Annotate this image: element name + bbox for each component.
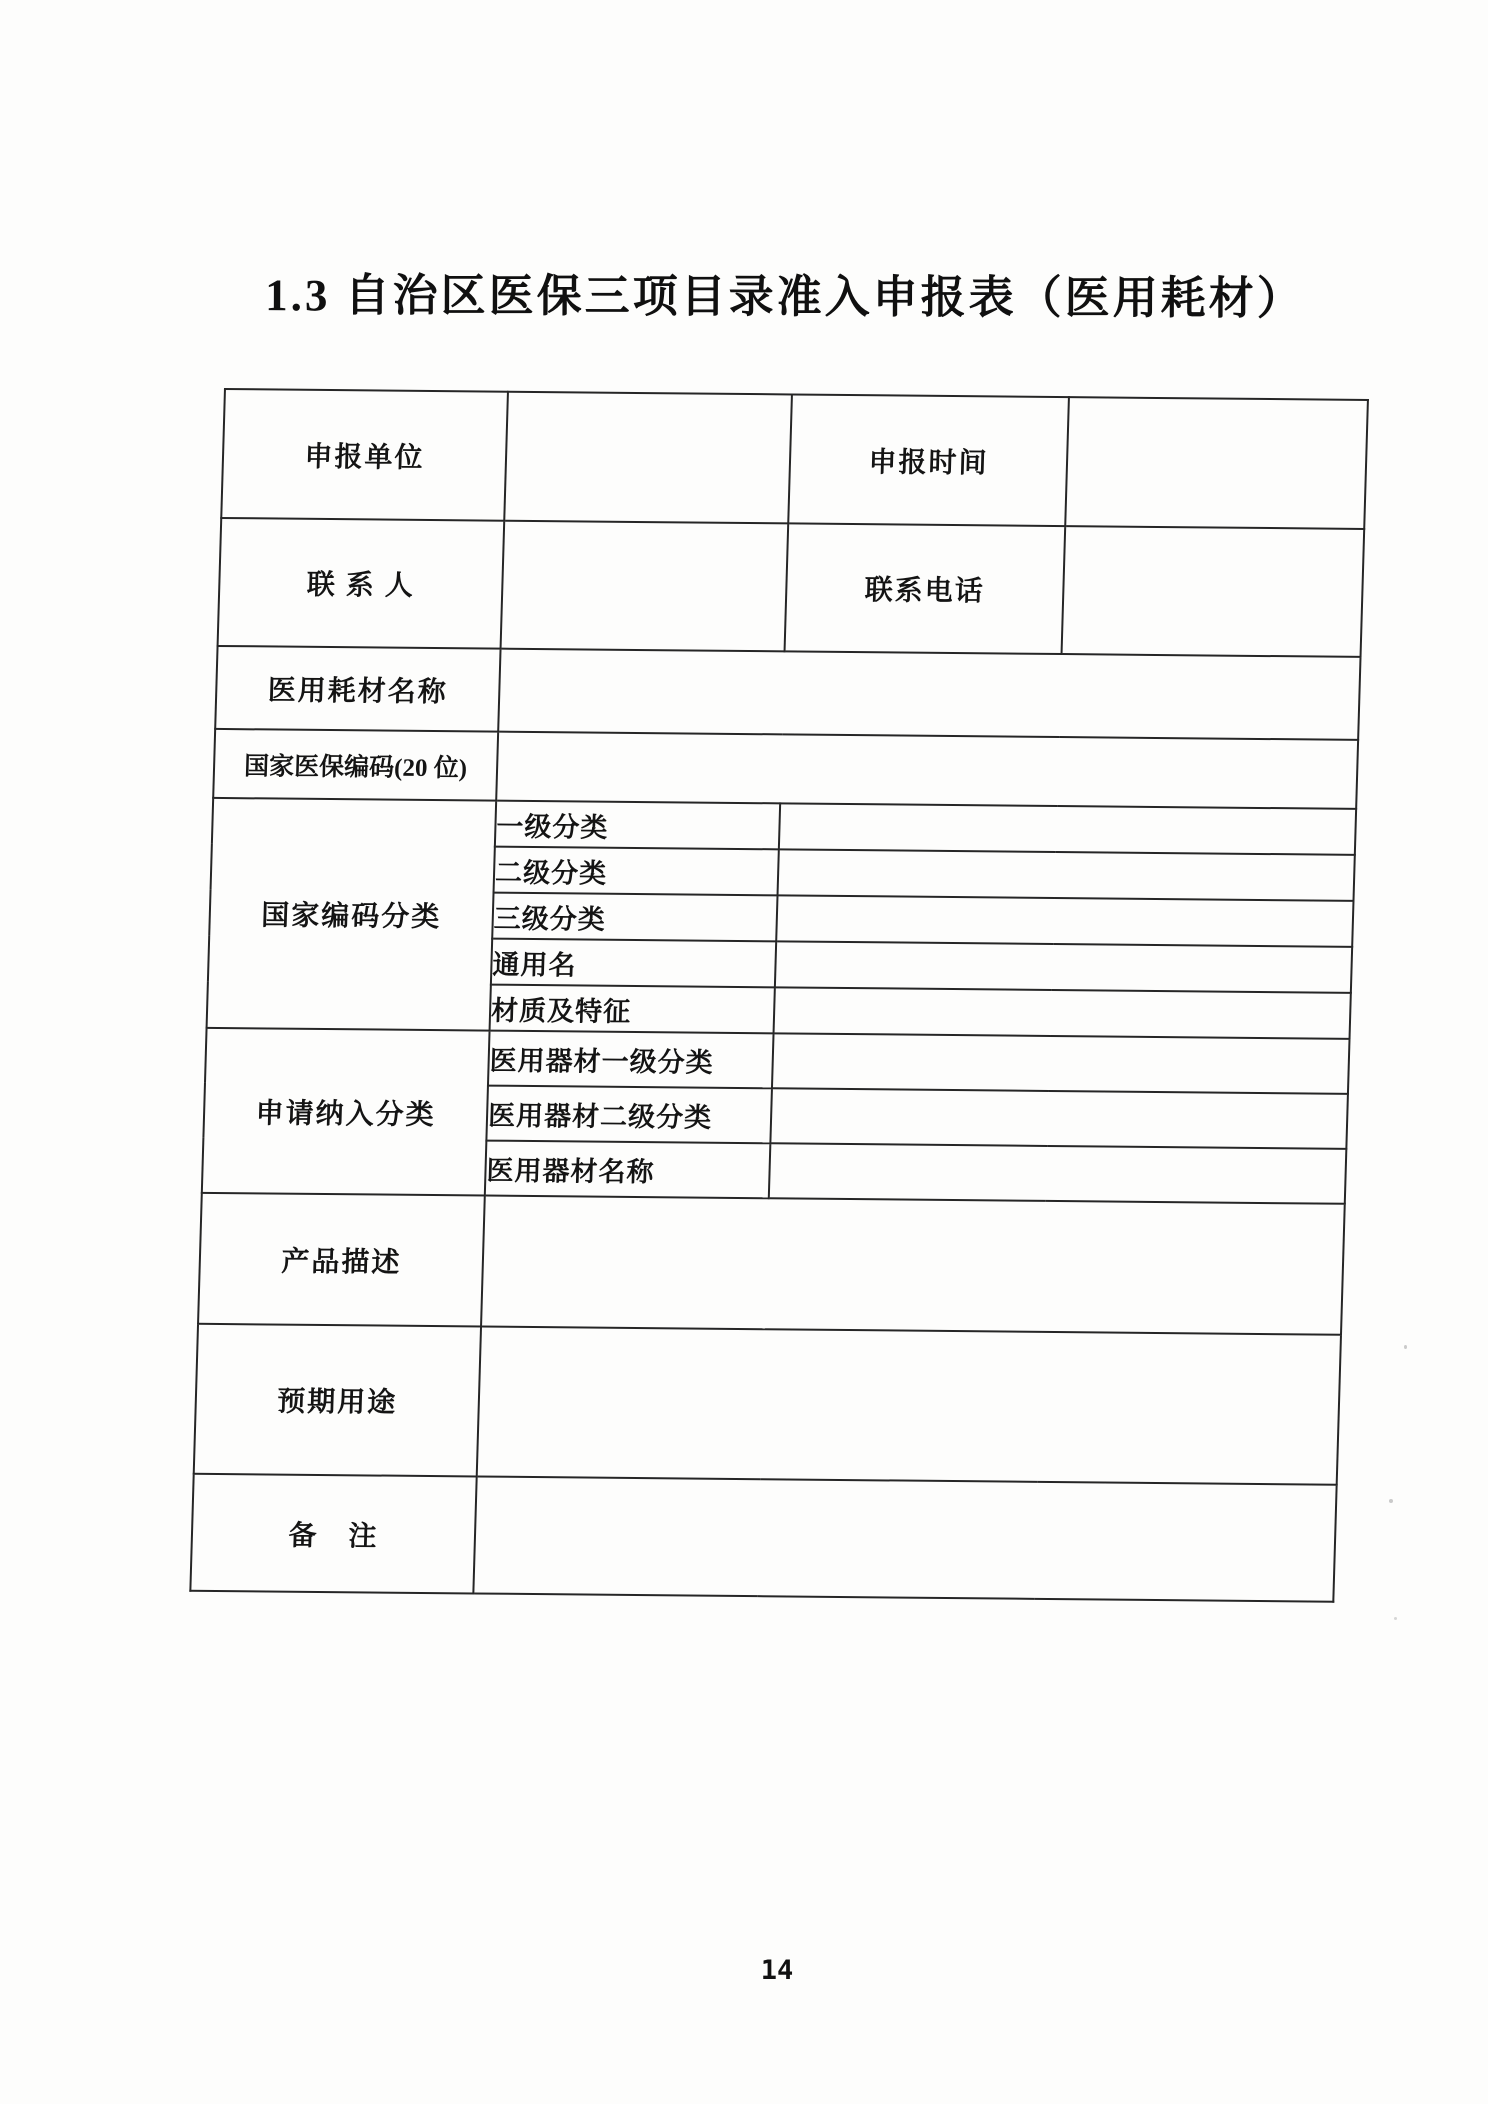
- sublabel-device-name: 医用器材名称: [485, 1141, 771, 1199]
- sublabel-device-level2-class: 医用器材二级分类: [486, 1086, 772, 1144]
- sublabel-level2-class: 二级分类: [494, 847, 779, 896]
- label-contact-phone: 联系电话: [785, 523, 1066, 654]
- value-device-level1-class: [772, 1033, 1350, 1094]
- application-form-table: [189, 388, 1367, 1603]
- value-level3-class: [776, 895, 1353, 947]
- label-product-description: 产品描述: [198, 1193, 485, 1327]
- value-material-features: [774, 987, 1351, 1039]
- table-row: [198, 1193, 1345, 1335]
- form-table: [189, 388, 1369, 1603]
- value-level1-class: [779, 803, 1356, 855]
- value-device-name: [769, 1143, 1347, 1204]
- value-remarks: [473, 1476, 1336, 1601]
- sublabel-material-features: 材质及特征: [490, 985, 775, 1034]
- value-device-level2-class: [770, 1088, 1348, 1149]
- table-row: [215, 646, 1360, 740]
- table-row: [213, 729, 1358, 809]
- value-insurance-code: [496, 732, 1358, 809]
- scan-speck: [1389, 1499, 1393, 1503]
- table-row: [194, 1324, 1341, 1485]
- table-row: [218, 518, 1365, 657]
- label-national-code-classification: 国家编码分类: [207, 798, 497, 1031]
- sublabel-level1-class: 一级分类: [495, 801, 780, 850]
- table-row: [190, 1474, 1336, 1602]
- value-expected-use: [477, 1327, 1341, 1485]
- table-row: [205, 1028, 1350, 1094]
- label-insurance-code: 国家医保编码(20 位): [213, 729, 498, 801]
- sublabel-device-level1-class: 医用器材一级分类: [488, 1031, 774, 1089]
- scan-speck: [1394, 1617, 1397, 1620]
- label-declaring-unit: 申报单位: [221, 389, 508, 521]
- value-contact-phone: [1062, 526, 1365, 657]
- value-declaring-unit: [504, 392, 792, 524]
- sublabel-generic-name: 通用名: [491, 939, 776, 988]
- value-generic-name: [775, 941, 1352, 993]
- label-declaration-time: 申报时间: [788, 394, 1069, 526]
- label-consumable-name: 医用耗材名称: [215, 646, 500, 732]
- value-level2-class: [778, 849, 1355, 901]
- value-product-description: [481, 1196, 1345, 1335]
- scan-speck: [1404, 1345, 1407, 1349]
- value-consumable-name: [498, 649, 1360, 740]
- table-row: [212, 798, 1356, 855]
- label-apply-classification: 申请纳入分类: [202, 1028, 490, 1196]
- page-title: 1.3 自治区医保三项目录准入申报表（医用耗材）: [265, 270, 1305, 324]
- label-remarks: 备 注: [190, 1474, 476, 1594]
- sublabel-level3-class: 三级分类: [492, 893, 777, 942]
- page-number: 14: [760, 1955, 794, 1986]
- table-row: [221, 389, 1368, 529]
- label-contact-person: 联 系 人: [218, 518, 505, 649]
- value-contact-person: [501, 521, 789, 652]
- value-declaration-time: [1065, 397, 1368, 529]
- label-expected-use: 预期用途: [194, 1324, 481, 1477]
